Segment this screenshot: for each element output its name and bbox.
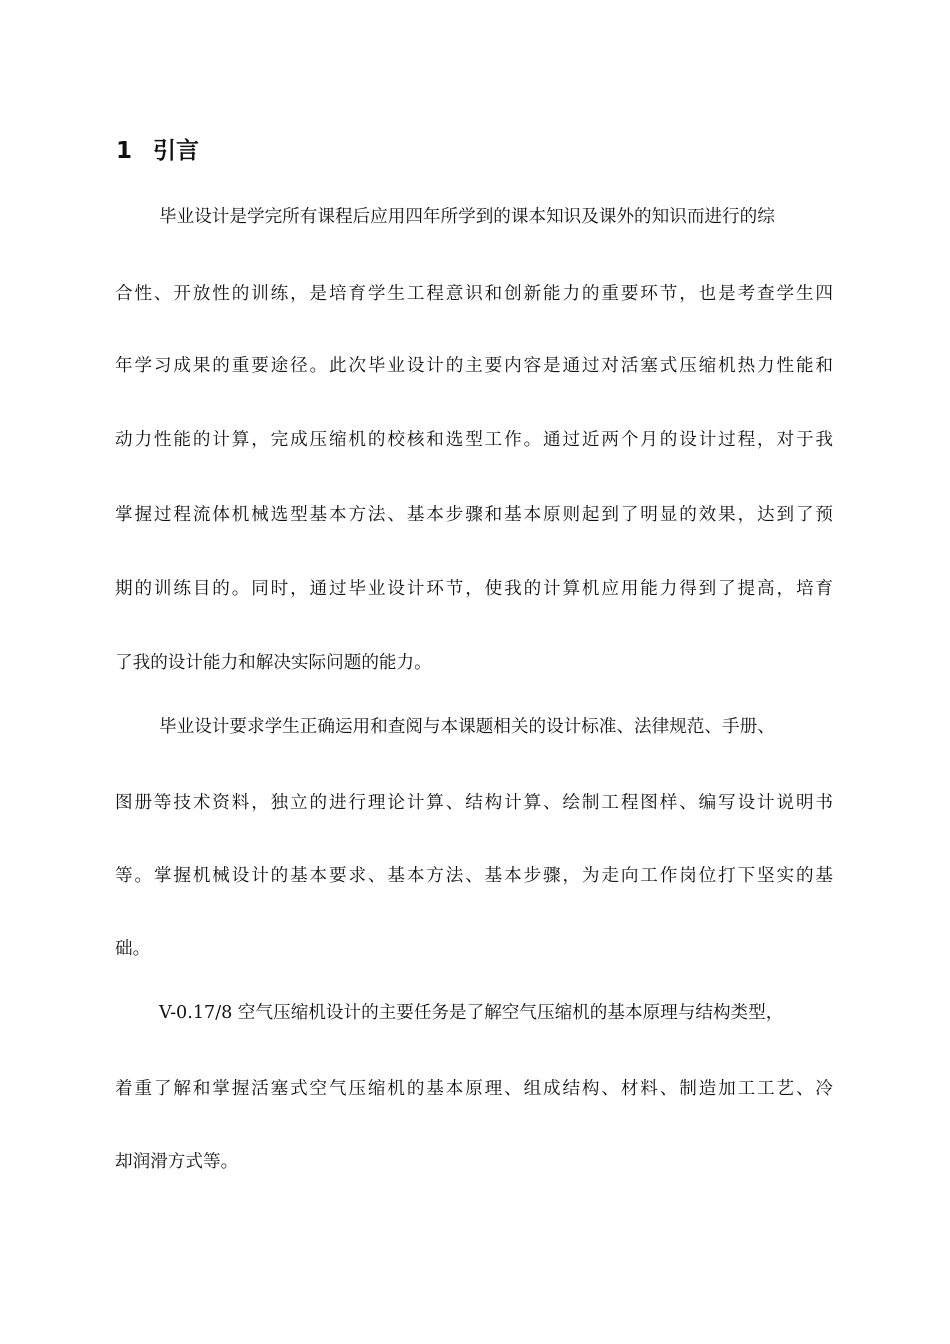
text-line: 毕业设计要求学生正确运用和查阅与本课题相关的设计标准、法律规范、手册、 [159,717,775,737]
text-line: 图册等技术资料，独立的进行理论计算、结构计算、绘制工程图样、编写设计说明书 [115,793,833,813]
text-line: 毕业设计是学完所有课程后应用四年所学到的课本知识及课外的知识而进行的综 [159,207,775,227]
section-number: 1 [116,138,133,164]
text-line: 动力性能的计算，完成压缩机的校核和选型工作。通过近两个月的设计过程，对于我 [115,430,833,450]
section-heading [116,134,199,168]
text-line: 掌握过程流体机械选型基本方法、基本步骤和基本原则起到了明显的效果，达到了预 [115,505,833,525]
text-line: 了我的设计能力和解决实际问题的能力。 [115,653,432,673]
text-line: 年学习成果的重要途径。此次毕业设计的主要内容是通过对活塞式压缩机热力性能和 [115,356,833,376]
text-line: V-0.17/8 空气压缩机设计的主要任务是了解空气压缩机的基本原理与结构类型， [159,1003,784,1023]
text-line: 却润滑方式等。 [115,1152,239,1172]
text-line: 着重了解和掌握活塞式空气压缩机的基本原理、组成结构、材料、制造加工工艺、冷 [115,1079,833,1099]
text-line: 期的训练目的。同时，通过毕业设计环节，使我的计算机应用能力得到了提高，培育 [115,579,833,599]
section-title: 引言 [153,138,199,164]
text-line: 础。 [115,939,151,959]
text-line: 合性、开放性的训练，是培育学生工程意识和创新能力的重要环节，也是考查学生四 [115,284,833,304]
text-line: 等。掌握机械设计的基本要求、基本方法、基本步骤，为走向工作岗位打下坚实的基 [115,866,833,886]
